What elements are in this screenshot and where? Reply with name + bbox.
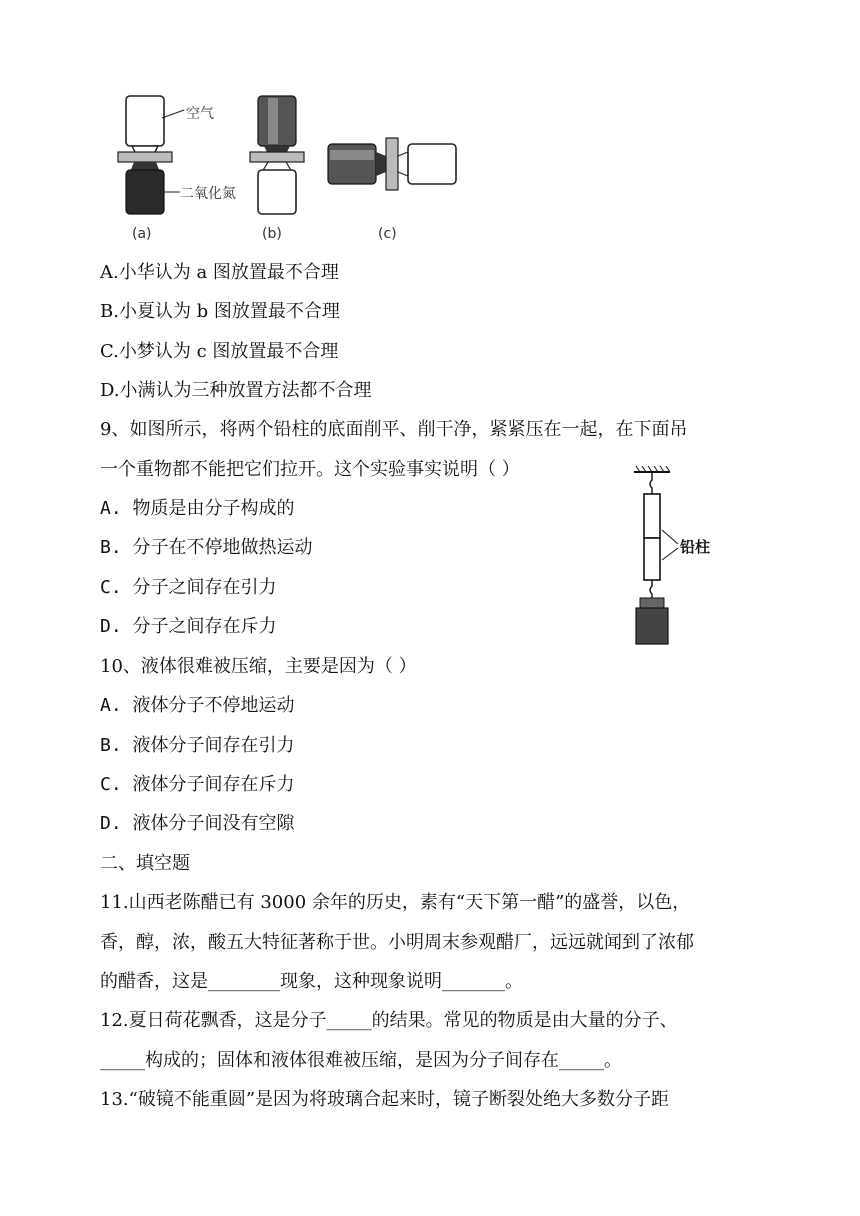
q9-option-b: B. 分子在不停地做热运动 <box>100 537 313 558</box>
label-lead-cylinder: 铅柱 <box>680 538 711 556</box>
figure-c <box>328 138 456 190</box>
q9-stem-line1: 9、如图所示，将两个铅柱的底面削平、削干净，紧紧压在一起，在下面吊 <box>100 419 688 440</box>
q10-option-b: B. 液体分子间存在引力 <box>100 735 295 756</box>
q9-option-d: D. 分子之间存在斥力 <box>100 616 277 637</box>
q10-option-d: D. 液体分子间没有空隙 <box>100 813 295 834</box>
caption-a: (a) <box>132 226 152 242</box>
caption-b: (b) <box>262 226 282 242</box>
section-fill-in-title: 二、填空题 <box>100 853 190 874</box>
q10-option-c: C. 液体分子间存在斥力 <box>100 774 295 795</box>
label-no2: 二氧化氮 <box>180 186 236 202</box>
q11-line3: 的醋香，这是________现象，这种现象说明_______。 <box>100 971 523 992</box>
q8-option-b: B.小夏认为 b 图放置最不合理 <box>100 301 340 322</box>
q11-line2: 香，醇，浓，酸五大特征著称于世。小明周末参观醋厂，远远就闻到了浓郁 <box>100 932 694 953</box>
q8-option-a: A.小华认为 a 图放置最不合理 <box>100 262 339 283</box>
q11-line1: 11.山西老陈醋已有 3000 余年的历史，素有“天下第一醋”的盛誉，以色， <box>100 892 691 913</box>
q13-line1: 13.“破镜不能重圆”是因为将玻璃合起来时，镜子断裂处绝大多数分子距 <box>100 1089 670 1110</box>
q8-option-d: D.小满认为三种放置方法都不合理 <box>100 380 372 401</box>
q9-stem-line2: 一个重物都不能把它们拉开。这个实验事实说明（ ） <box>100 459 520 480</box>
q9-option-a: A. 物质是由分子构成的 <box>100 498 295 519</box>
label-air: 空气 <box>186 106 214 122</box>
q8-option-c: C.小梦认为 c 图放置最不合理 <box>100 341 339 362</box>
q12-line2: _____构成的；固体和液体很难被压缩，是因为分子间存在_____。 <box>100 1050 622 1071</box>
lead-cylinder-bottom <box>644 538 660 580</box>
diffusion-figure <box>110 88 470 248</box>
lead-cylinder-figure <box>620 464 740 648</box>
q12-line1: 12.夏日荷花飘香，这是分子_____的结果。常见的物质是由大量的分子、 <box>100 1010 678 1031</box>
caption-c: (c) <box>378 226 397 242</box>
weight <box>636 608 668 644</box>
q9-option-c: C. 分子之间存在引力 <box>100 577 277 598</box>
lead-cylinder-top <box>644 494 660 538</box>
figure-a <box>118 96 184 214</box>
q10-option-a: A. 液体分子不停地运动 <box>100 695 295 716</box>
figure-b <box>250 96 304 214</box>
q10-stem: 10、液体很难被压缩，主要是因为（ ） <box>100 656 417 677</box>
